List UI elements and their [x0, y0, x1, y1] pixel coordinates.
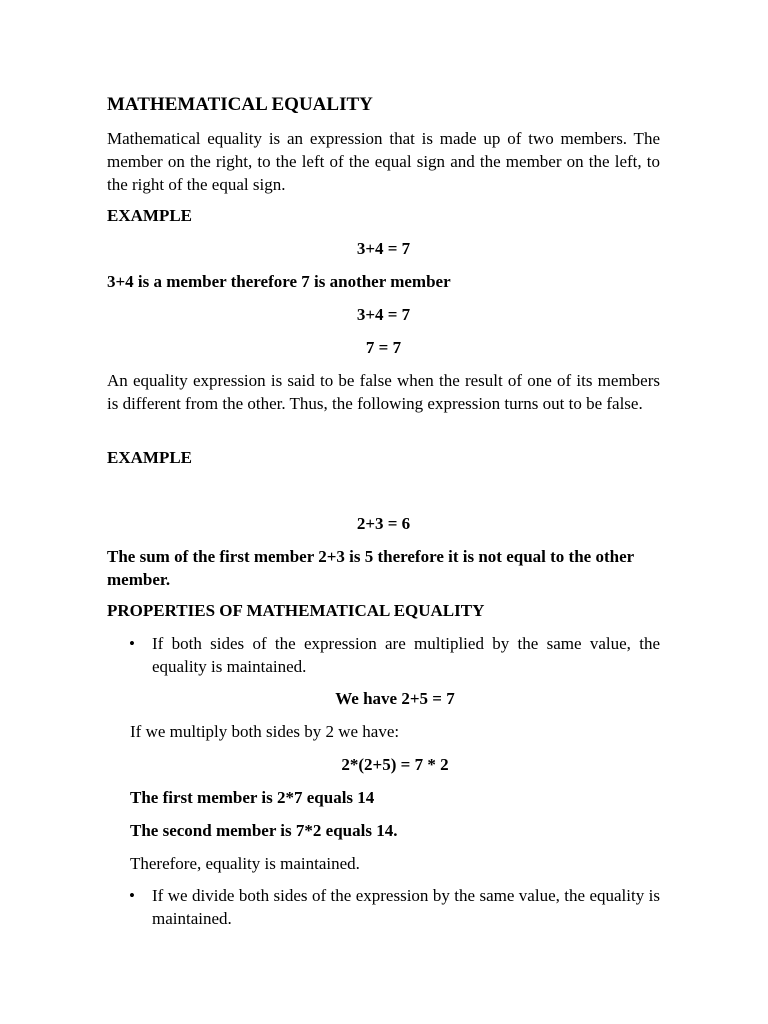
- intro-paragraph: Mathematical equality is an expression that is made up of two members. The member on the right, to the left of the equal sign and the member on the left, to the right of the equal sign.: [107, 129, 660, 194]
- first-member-statement: The first member is 2*7 equals 14: [130, 788, 375, 807]
- properties-heading: PROPERTIES OF MATHEMATICAL EQUALITY: [107, 601, 485, 620]
- equation: 3+4 = 7: [356, 305, 411, 324]
- equation: 3+4 = 7: [356, 239, 411, 258]
- second-member-statement: The second member is 7*2 equals 14.: [130, 821, 398, 840]
- page-title: MATHEMATICAL EQUALITY: [107, 94, 373, 115]
- equation: 7 = 7: [365, 338, 402, 357]
- conclusion-text: Therefore, equality is maintained.: [130, 854, 360, 873]
- list-item-text: If both sides of the expression are multiplied by the same value, the equality is maintained.: [152, 634, 660, 676]
- bullet-icon: •: [129, 886, 135, 905]
- bullet-icon: •: [129, 634, 135, 653]
- example-heading: EXAMPLE: [107, 448, 192, 467]
- equation: 2+3 = 6: [356, 514, 411, 533]
- sum-statement: The sum of the first member 2+3 is 5 therefore it is not equal to the other member.: [107, 547, 634, 589]
- equation: 2*(2+5) = 7 * 2: [341, 755, 449, 774]
- multiply-text: If we multiply both sides by 2 we have:: [130, 722, 400, 741]
- list-item-text: If we divide both sides of the expression by the same value, the equality is maintained.: [152, 886, 660, 928]
- member-statement: 3+4 is a member therefore 7 is another member: [107, 272, 451, 291]
- equation: We have 2+5 = 7: [335, 689, 455, 708]
- false-equality-paragraph: An equality expression is said to be false when the result of one of its members is different from the other. Thus, the following expression turns out to be false.: [107, 371, 660, 413]
- example-heading: EXAMPLE: [107, 206, 192, 225]
